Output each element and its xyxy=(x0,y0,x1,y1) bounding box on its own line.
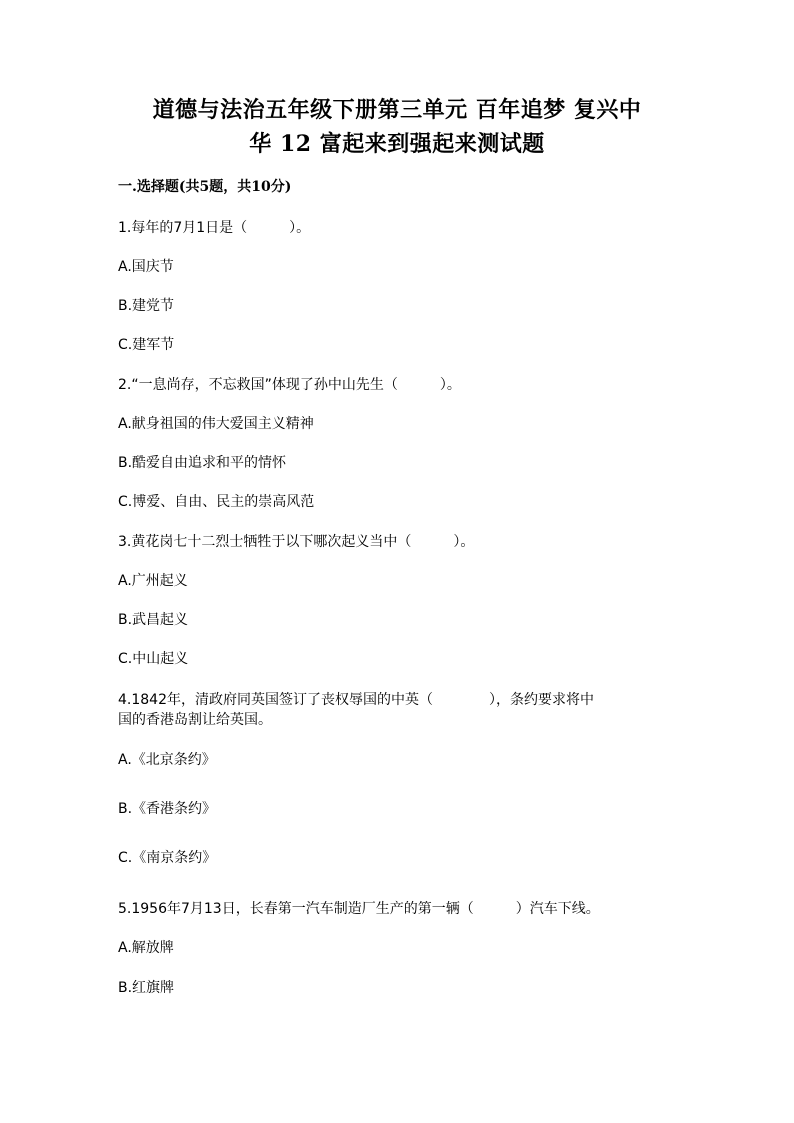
question-4-stem-line-1: 4.1842年，清政府同英国签订了丧权辱国的中英（ ），条约要求将中 xyxy=(118,692,594,708)
question-1-stem: 1.每年的7月1日是（ ）。 xyxy=(118,220,311,236)
question-1-option-b: B.建党节 xyxy=(118,298,175,314)
question-1-option-a: A.国庆节 xyxy=(118,259,174,275)
question-3-stem: 3.黄花岗七十二烈士牺牲于以下哪次起义当中（ ）。 xyxy=(118,534,475,550)
question-5-stem: 5.1956年7月13日，长春第一汽车制造厂生产的第一辆（ ）汽车下线。 xyxy=(118,901,600,917)
question-2-option-b: B.酷爱自由追求和平的情怀 xyxy=(118,455,287,471)
question-3-option-a: A.广州起义 xyxy=(118,573,188,589)
question-2-option-c: C.博爱、自由、民主的崇高风范 xyxy=(118,494,315,510)
question-3-option-b: B.武昌起义 xyxy=(118,612,189,628)
question-2-stem: 2.“一息尚存，不忘救国”体现了孙中山先生（ ）。 xyxy=(118,377,461,393)
document-title-line-2: 华 12 富起来到强起来测试题 xyxy=(249,131,545,157)
question-2-option-a: A.献身祖国的伟大爱国主义精神 xyxy=(118,416,314,432)
section-heading: 一.选择题(共5题，共10分) xyxy=(118,179,292,195)
question-5-option-b: B.红旗牌 xyxy=(118,980,175,996)
question-4-stem-line-2: 国的香港岛割让给英国。 xyxy=(118,712,272,728)
question-1-option-c: C.建军节 xyxy=(118,337,175,353)
question-4-option-c: C.《南京条约》 xyxy=(118,850,217,866)
question-4-option-a: A.《北京条约》 xyxy=(118,752,216,768)
question-3-option-c: C.中山起义 xyxy=(118,651,189,667)
question-5-option-a: A.解放牌 xyxy=(118,940,174,956)
question-4-option-b: B.《香港条约》 xyxy=(118,801,217,817)
document-title-line-1: 道德与法治五年级下册第三单元 百年追梦 复兴中 xyxy=(152,97,642,123)
